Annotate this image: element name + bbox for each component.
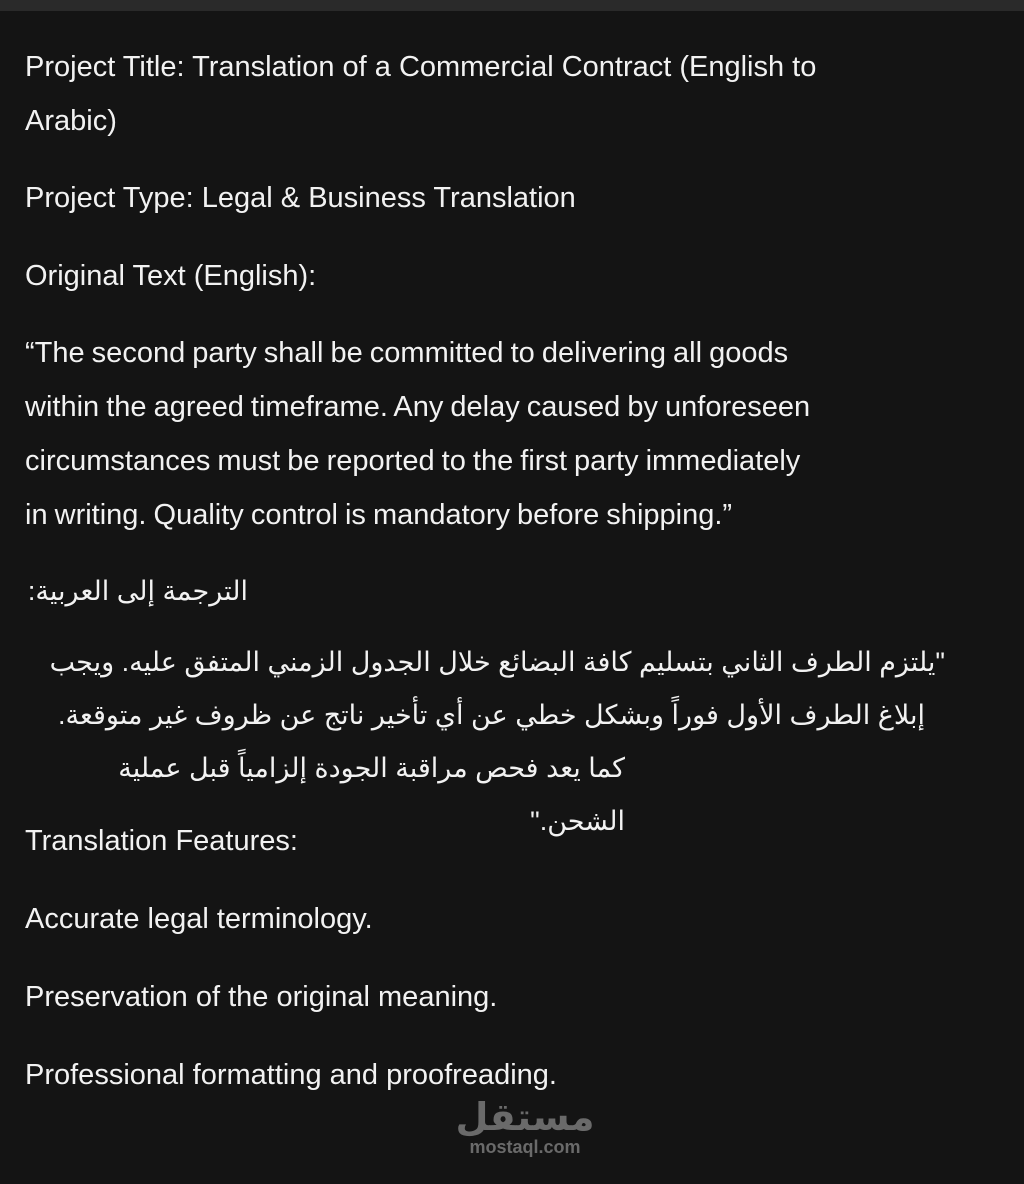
top-bar <box>0 0 1024 11</box>
feature-item: Professional formatting and proofreading. <box>25 1059 557 1091</box>
original-text-line: in writing. Quality control is mandatory before shipping.” <box>25 499 733 531</box>
project-title-line: Arabic) <box>25 105 117 137</box>
project-type: Project Type: Legal & Business Translation <box>25 182 576 214</box>
arabic-heading: الترجمة إلى العربية: <box>27 576 248 606</box>
original-heading: Original Text (English): <box>25 260 317 292</box>
original-text-line: “The second party shall be committed to delivering all goods <box>25 337 789 369</box>
project-title-line: Project Title: Translation of a Commercial Contract (English to <box>25 51 817 83</box>
original-text <box>25 326 985 542</box>
watermark-logo: مستقل <box>455 1097 595 1139</box>
features-heading: Translation Features: <box>25 825 298 857</box>
feature-item: Accurate legal terminology. <box>25 903 373 935</box>
arabic-text-line: إبلاغ الطرف الأول فوراً وبشكل خطي عن أي تأخير ناتج عن ظروف غير متوقعة. <box>58 700 925 730</box>
arabic-text-line: كما يعد فحص مراقبة الجودة إلزامياً قبل عملية الشحن." <box>118 753 625 836</box>
feature-item: Preservation of the original meaning. <box>25 981 498 1013</box>
watermark-url: mostaql.com <box>469 1137 581 1157</box>
project-title <box>25 40 985 148</box>
original-text-line: within the agreed timeframe. Any delay caused by unforeseen <box>25 391 811 423</box>
arabic-text-line: "يلتزم الطرف الثاني بتسليم كافة البضائع خلال الجدول الزمني المتفق عليه. ويجب <box>49 647 945 677</box>
original-text-line: circumstances must be reported to the first party immediately <box>25 445 801 477</box>
